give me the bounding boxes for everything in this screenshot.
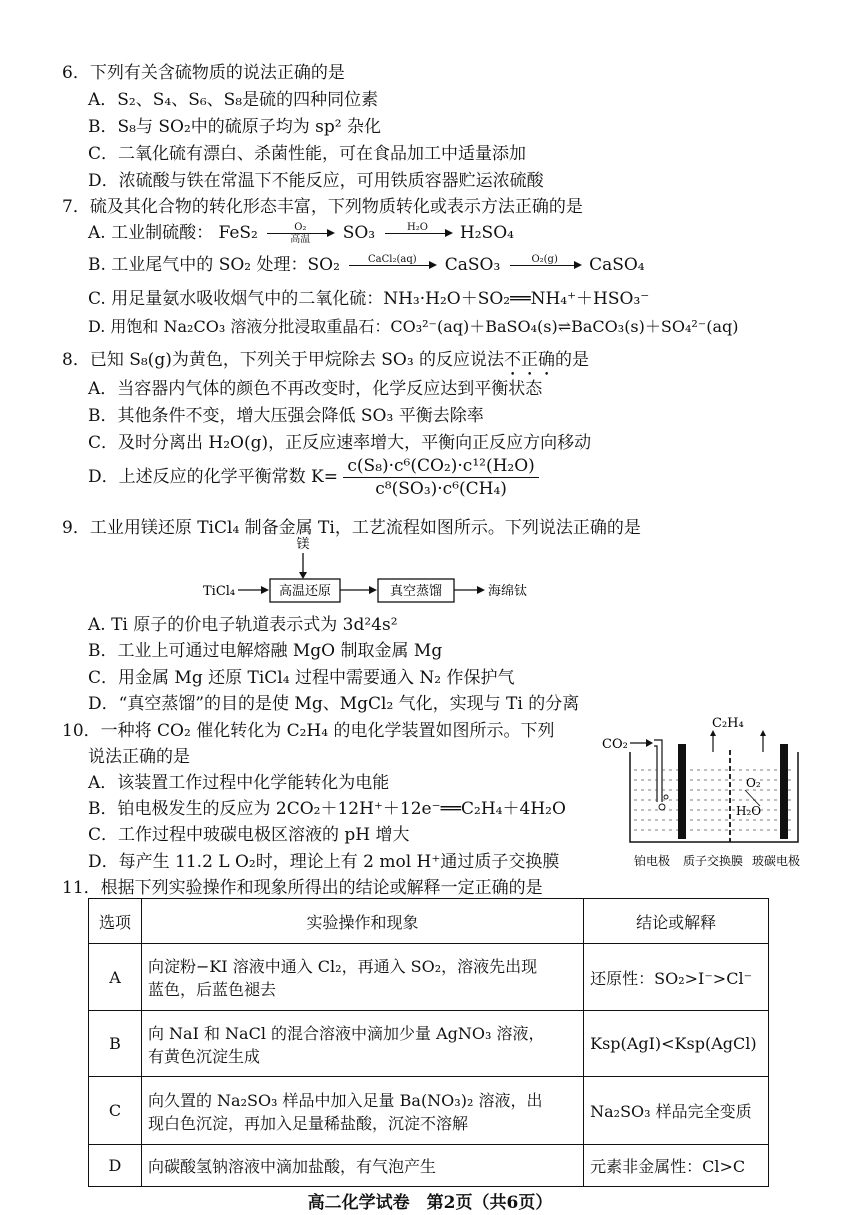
operation-line: 向久置的 Na₂SO₃ 样品中加入足量 Ba(NO₃)₂ 溶液，出: [147, 1090, 543, 1110]
q7-b-mid: CaSO₃: [444, 255, 501, 275]
table-row: [89, 1145, 769, 1187]
table-row: [89, 1011, 769, 1077]
q7-stem: 7．硫及其化合物的转化形态丰富，下列物质转化或表示方法正确的是: [62, 197, 583, 217]
q9-option-b: B．工业上可通过电解熔融 MgO 制取金属 Mg: [88, 641, 443, 661]
c2h4-label: C₂H₄: [712, 716, 744, 731]
q7-b-arrow2: [510, 255, 580, 277]
q10-option-d: D．每产生 11.2 L O₂时，理论上有 2 mol H⁺通过质子交换膜: [88, 852, 560, 872]
experiment-table: [88, 898, 769, 1187]
reaction-arrow-icon: [385, 233, 451, 234]
q7-a-arrow1-bot: 高温: [290, 233, 311, 245]
table-cell-conclusion: 元素非金属性：Cl>C: [584, 1145, 769, 1187]
flow-box-1-label: 高温还原: [278, 584, 332, 599]
gas-inlet-tube: [654, 740, 662, 802]
table-header-row: [89, 899, 769, 944]
flow-arrowhead-icon: [369, 586, 377, 594]
q9-option-a: A. Ti 原子的价电子轨道表示式为 3d²4s²: [88, 615, 398, 635]
operation-line: 向 NaI 和 NaCl 的混合溶液中滴加少量 AgNO₃ 溶液，: [147, 1023, 545, 1043]
q8-option-a: A．当容器内气体的颜色不再改变时，化学反应达到平衡状态: [88, 379, 543, 399]
q10-stem-line2: 说法正确的是: [88, 747, 190, 767]
table-cell-conclusion: Ksp(AgI)<Ksp(AgCl): [584, 1011, 769, 1077]
q6-option-a: A．S₂、S₄、S₆、S₈是硫的四种同位素: [88, 90, 379, 110]
q6-option-b: B．S₈与 SO₂中的硫原子均为 sp² 杂化: [88, 117, 381, 137]
q10-option-c: C．工作过程中玻碳电极区溶液的 pH 增大: [88, 825, 410, 845]
flow-input-top: 镁: [296, 537, 310, 552]
q7-b-arrow1: [349, 255, 435, 277]
table-header-option: 选项: [89, 899, 142, 944]
flow-arrowhead-icon: [261, 586, 269, 594]
q7-b-arrow2-top: O₂(g): [531, 253, 558, 265]
table-row: [89, 1077, 769, 1145]
solution-dashes: [634, 770, 794, 830]
q7-b-arrow1-top: CaCl₂(aq): [367, 253, 417, 265]
table-cell-operation: [141, 1145, 583, 1187]
table-cell-operation: [141, 1077, 583, 1145]
operation-line: 现白色沉淀，再加入足量稀盐酸，沉淀不溶解: [147, 1113, 468, 1133]
fraction-denominator: c⁸(SO₃)·c⁶(CH₄): [375, 479, 507, 499]
q10-option-b: B．铂电极发生的反应为 2CO₂＋12H⁺＋12e⁻══C₂H₄＋4H₂O: [88, 799, 566, 819]
q9-option-d: D．“真空蒸馏”的目的是使 Mg、MgCl₂ 气化，实现与 Ti 的分离: [88, 694, 580, 714]
table-header-conclusion: 结论或解释: [584, 899, 769, 944]
q7-a-arrow1-top: O₂: [294, 221, 307, 233]
q7-a-end: H₂SO₄: [459, 223, 514, 243]
q8-d-pre: D．上述反应的化学平衡常数 K=: [88, 467, 338, 487]
table-cell-operation: [141, 1011, 583, 1077]
equilibrium-constant-fraction: [343, 456, 538, 499]
flow-input-left: TiCl₄: [203, 584, 236, 599]
reaction-arrow-icon: [349, 265, 435, 266]
h2o-label: H₂O: [736, 804, 762, 818]
operation-line: 蓝色，后蓝色褪去: [147, 980, 276, 999]
o2-label: O₂: [746, 776, 761, 790]
table-cell-option: B: [89, 1011, 142, 1077]
table-cell-operation: [141, 944, 583, 1011]
table-row: [89, 944, 769, 1011]
q6-stem: 6．下列有关含硫物质的说法正确的是: [62, 63, 345, 83]
flow-output: 海绵钛: [488, 584, 528, 599]
electrolysis-cell-diagram: [600, 712, 810, 872]
table-cell-conclusion: 还原性：SO₂>I⁻>Cl⁻: [584, 944, 769, 1011]
q7-option-d: D. 用饱和 Na₂CO₃ 溶液分批浸取重晶石：CO₃²⁻(aq)＋BaSO₄(s)⇌BaCO₃(s)＋SO₄²⁻(aq): [88, 317, 739, 336]
table-cell-conclusion: Na₂SO₃ 样品完全变质: [584, 1077, 769, 1145]
reaction-arrow-icon: [267, 233, 333, 234]
q6-option-c: C．二氧化硫有漂白、杀菌性能，可在食品加工中适量添加: [88, 144, 527, 164]
q8-stem-pre: 8．已知 S₈(g)为黄色，下列关于甲烷除去 SO₃ 的反应说法: [62, 350, 505, 370]
q10-option-a: A．该装置工作过程中化学能转化为电能: [88, 773, 390, 793]
flow-arrowhead-icon: [299, 572, 307, 579]
table-cell-option: A: [89, 944, 142, 1011]
electrode-label-platinum: 铂电极: [634, 854, 671, 868]
fraction-numerator: c(S₈)·c⁶(CO₂)·c¹²(H₂O): [343, 456, 538, 478]
q7-b-pre: B. 工业尾气中的 SO₂ 处理：SO₂: [88, 255, 340, 275]
q11-stem: 11．根据下列实验操作和现象所得出的结论或解释一定正确的是: [62, 878, 543, 898]
gas-inlet-arrowhead-icon: [646, 739, 653, 747]
q9-stem: 9．工业用镁还原 TiCl₄ 制备金属 Ti，工艺流程如图所示。下列说法正确的是: [62, 518, 641, 538]
q8-option-c: C．及时分离出 H₂O(g)，正反应速率增大，平衡向正反应方向移动: [88, 433, 592, 453]
glassy-carbon-electrode: [780, 744, 788, 839]
platinum-electrode: [678, 744, 686, 839]
q7-a-arrow1: [267, 223, 333, 245]
flow-box-2-label: 真空蒸馏: [389, 584, 443, 599]
operation-line: 有黄色沉淀生成: [147, 1046, 260, 1066]
table-cell-option: D: [89, 1145, 142, 1187]
q7-b-end: CaSO₄: [589, 255, 645, 275]
co2-label: CO₂: [602, 737, 628, 752]
q10-stem-line1: 10．一种将 CO₂ 催化转化为 C₂H₄ 的电化学装置如图所示。下列: [62, 721, 555, 741]
reaction-arrow-icon: [510, 265, 580, 266]
cell-container: [630, 752, 798, 842]
q7-option-c: C. 用足量氨水吸收烟气中的二氧化硫：NH₃·H₂O＋SO₂══NH₄⁺＋HSO₃⁻: [88, 289, 650, 309]
q7-option-a: [88, 218, 514, 245]
q7-option-b: [88, 250, 645, 277]
q8-stem-post: 的是: [555, 350, 590, 370]
electrode-label-membrane: 质子交换膜: [683, 854, 744, 868]
q7-a-mid: SO₃: [342, 223, 376, 243]
q8-option-b: B．其他条件不变，增大压强会降低 SO₃ 平衡去除率: [88, 406, 484, 426]
table-cell-option: C: [89, 1077, 142, 1145]
q6-option-d: D．浓硫酸与铁在常温下不能反应，可用铁质容器贮运浓硫酸: [88, 171, 544, 191]
q9-option-c: C．用金属 Mg 还原 TiCl₄ 过程中需要通入 N₂ 作保护气: [88, 668, 515, 688]
page-footer: 高二化学试卷 第2页（共6页）: [307, 1193, 553, 1213]
electrode-label-glassy-carbon: 玻碳电极: [752, 854, 801, 868]
q7-a-arrow2: [385, 223, 451, 245]
q9-flow-diagram: [195, 534, 555, 604]
flow-arrowhead-icon: [477, 586, 485, 594]
operation-line: 向碳酸氢钠溶液中滴加盐酸，有气泡产生: [147, 1157, 436, 1176]
operation-line: 向淀粉−KI 溶液中通入 Cl₂，再通入 SO₂，溶液先出现: [147, 957, 538, 976]
q7-a-pre: A. 工业制硫酸： FeS₂: [88, 223, 258, 243]
q8-option-d: [88, 456, 539, 499]
gas-outlet-arrow-icon: [760, 730, 766, 736]
q7-a-arrow2-top: H₂O: [407, 221, 428, 233]
q8-stem-emphasis: 不正确: [504, 350, 556, 370]
table-header-operation: 实验操作和现象: [141, 899, 583, 944]
